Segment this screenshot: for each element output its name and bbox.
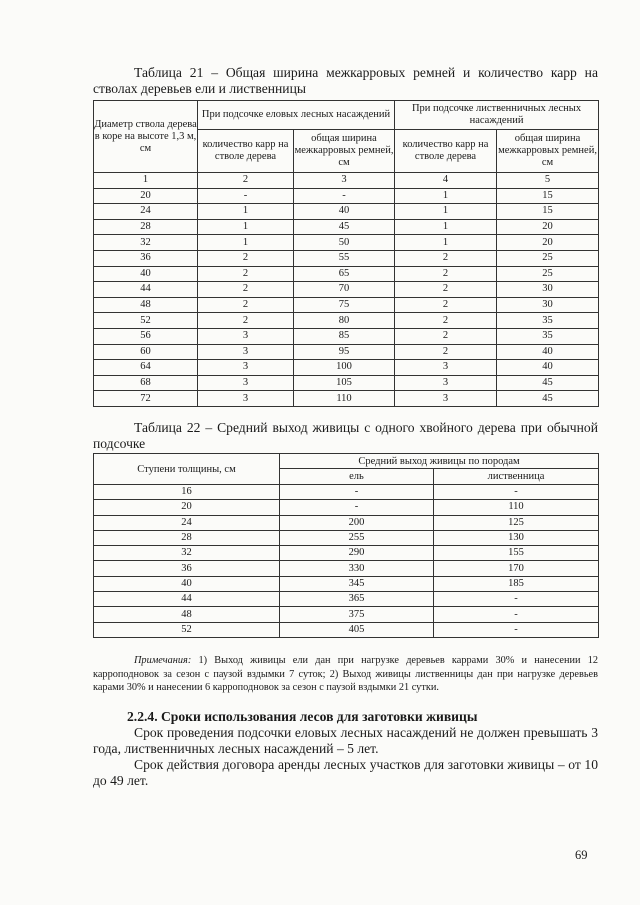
table21-cell: 2 [198,313,294,329]
table21-cell: 3 [294,173,395,189]
table21-header-larch: При подсочке лиственничных лесных насаждений [395,101,599,130]
table21-header-spruce-count: количество карр на стволе дерева [198,130,294,173]
table21-cell: 1 [94,173,198,189]
table21-header-larch-count: количество карр на стволе дерева [395,130,497,173]
table21-cell: 3 [198,375,294,391]
table21-cell: 72 [94,391,198,407]
table21-cell: 20 [497,219,599,235]
table22-cell: 345 [280,576,434,591]
table22-cell: 130 [434,530,599,545]
table22-row [94,622,599,637]
table21-cell: 1 [198,219,294,235]
table22-caption: Таблица 22 – Средний выход живицы с одного хвойного дерева при обычной подсочке [93,420,598,451]
table21-row [94,328,599,344]
table21-cell: 30 [497,282,599,298]
table22-cell: 20 [94,500,280,515]
table21-row [94,375,599,391]
table21-cell: 85 [294,328,395,344]
table21-cell: 30 [497,297,599,313]
table21-cell: 4 [395,173,497,189]
table21-row [94,360,599,376]
table21-header-spruce-width: общая ширина межкарровых ремней, см [294,130,395,173]
table22-body [94,485,599,638]
table22-cell: 365 [280,592,434,607]
table21-cell: 36 [94,250,198,266]
table22-cell: 330 [280,561,434,576]
table22-cell: 32 [94,546,280,561]
table22-note [93,654,598,695]
table21-row [94,282,599,298]
table21-cell: 60 [94,344,198,360]
table21-cell: 44 [94,282,198,298]
table21-cell: 3 [395,391,497,407]
table22-cell: 290 [280,546,434,561]
table22-cell: 48 [94,607,280,622]
table22-cell: 28 [94,530,280,545]
table21-cell: 3 [198,360,294,376]
table21-cell: 2 [395,344,497,360]
table21-cell: 45 [497,375,599,391]
table21-cell: 20 [497,235,599,251]
table21-cell: 2 [198,297,294,313]
table22-cell: 405 [280,622,434,637]
table22-cell: 16 [94,485,280,500]
table22-cell: 170 [434,561,599,576]
table21-header-larch-width: общая ширина межкарровых ремней, см [497,130,599,173]
table21-cell: 2 [198,266,294,282]
table21-cell: 25 [497,250,599,266]
table21-cell: 80 [294,313,395,329]
table21-cell: 15 [497,204,599,220]
table22-cell: 110 [434,500,599,515]
table22-cell: - [434,485,599,500]
table22-cell: - [434,592,599,607]
table21-cell: 32 [94,235,198,251]
table21-cell: 25 [497,266,599,282]
table21-cell: 3 [395,375,497,391]
table21-cell: 2 [395,313,497,329]
table22-row [94,546,599,561]
table21-cell: 1 [198,235,294,251]
table22-cell: 200 [280,515,434,530]
page-number: 69 [575,848,588,862]
table22-row [94,592,599,607]
section-paragraph-1: Срок проведения подсочки еловых лесных насаждений не должен превышать 3 года, лиственничных лесных насаждений – 5 лет. [93,725,598,756]
table21-cell: 100 [294,360,395,376]
table22-header-yield: Средний выход живицы по породам [280,454,599,469]
note-label: Примечания: [134,655,192,666]
table21-header-diameter: Диаметр ствола дерева в коре на высоте 1,3 м, см [94,101,198,173]
table22-row [94,530,599,545]
table21-cell: 75 [294,297,395,313]
table21-row [94,188,599,204]
table21-cell: 110 [294,391,395,407]
table21-caption: Таблица 21 – Общая ширина межкарровых ремней и количество карр на стволах деревьев ели и лиственницы [93,65,598,96]
table21-cell: 35 [497,313,599,329]
table22-cell: 185 [434,576,599,591]
table22-cell: - [434,607,599,622]
table21-cell: 55 [294,250,395,266]
table22-header-spruce: ель [280,469,434,485]
table21-row [94,219,599,235]
table21-cell: 1 [198,204,294,220]
table21-cell: 1 [395,219,497,235]
table21-header-spruce: При подсочке еловых лесных насаждений [198,101,395,130]
table21-body [94,173,599,407]
table22-cell: 375 [280,607,434,622]
table22-header-larch: лиственница [434,469,599,485]
table22-cell: 125 [434,515,599,530]
table21-cell: 24 [94,204,198,220]
note-text: 1) Выход живицы ели дан при нагрузке деревьев каррами 30% и нанесении 12 карроподновок за сезон с паузой вздымки 7 суток; 2) Выход живицы лиственницы дан при нагрузке деревьев карами 30% и нанесении 6 карроподновок за сезон с паузой вздымки 21 сутки. [93,655,598,693]
table22-cell: 44 [94,592,280,607]
table21-cell: 20 [94,188,198,204]
table21-cell: 105 [294,375,395,391]
table21-cell: 40 [497,344,599,360]
section-heading: 2.2.4. Сроки использования лесов для заготовки живицы [127,709,478,724]
table21-cell: 15 [497,188,599,204]
table22-row [94,561,599,576]
table22-header-step: Ступени толщины, см [94,454,280,485]
table21-row [94,266,599,282]
table22 [93,453,599,638]
table22-row [94,607,599,622]
table22-cell: - [280,500,434,515]
table21-cell: 70 [294,282,395,298]
table21-cell: 2 [395,297,497,313]
table21-row [94,235,599,251]
table22-row [94,485,599,500]
table21-cell: 3 [198,328,294,344]
table21-row [94,391,599,407]
table22-row [94,500,599,515]
table21-cell: 28 [94,219,198,235]
table21-cell: 2 [198,282,294,298]
table21-cell: 2 [198,250,294,266]
table21-row [94,250,599,266]
table21-cell: 40 [94,266,198,282]
table21-cell: 50 [294,235,395,251]
table22-cell: 255 [280,530,434,545]
table21-cell: 65 [294,266,395,282]
table22-cell: - [434,622,599,637]
table21-cell: 1 [395,235,497,251]
table21-cell: 64 [94,360,198,376]
table21-cell: 3 [198,344,294,360]
table21-cell: 48 [94,297,198,313]
table21-row [94,204,599,220]
table22-cell: 24 [94,515,280,530]
table21-cell: 45 [294,219,395,235]
table21-row [94,313,599,329]
table21-cell: 45 [497,391,599,407]
table22-cell: 155 [434,546,599,561]
section-paragraph-2: Срок действия договора аренды лесных участков для заготовки живицы – от 10 до 49 лет. [93,757,598,788]
table21-cell: - [294,188,395,204]
table22-row [94,576,599,591]
table21-cell: 1 [395,188,497,204]
table21 [93,100,599,407]
table22-cell: 52 [94,622,280,637]
table21-cell: 56 [94,328,198,344]
table21-cell: 40 [294,204,395,220]
table22-cell: 36 [94,561,280,576]
table21-cell: 52 [94,313,198,329]
table22-cell: - [280,485,434,500]
table21-cell: 68 [94,375,198,391]
table21-cell: 3 [198,391,294,407]
table21-cell: 2 [198,173,294,189]
table21-cell: 5 [497,173,599,189]
table21-cell: 2 [395,250,497,266]
table21-row [94,173,599,189]
table22-cell: 40 [94,576,280,591]
table21-cell: 2 [395,328,497,344]
table21-row [94,297,599,313]
table21-cell: 1 [395,204,497,220]
table22-row [94,515,599,530]
table21-row [94,344,599,360]
table21-cell: 2 [395,282,497,298]
table21-cell: 95 [294,344,395,360]
table21-cell: 2 [395,266,497,282]
table21-cell: 35 [497,328,599,344]
table21-cell: 3 [395,360,497,376]
table21-cell: 40 [497,360,599,376]
table21-cell: - [198,188,294,204]
